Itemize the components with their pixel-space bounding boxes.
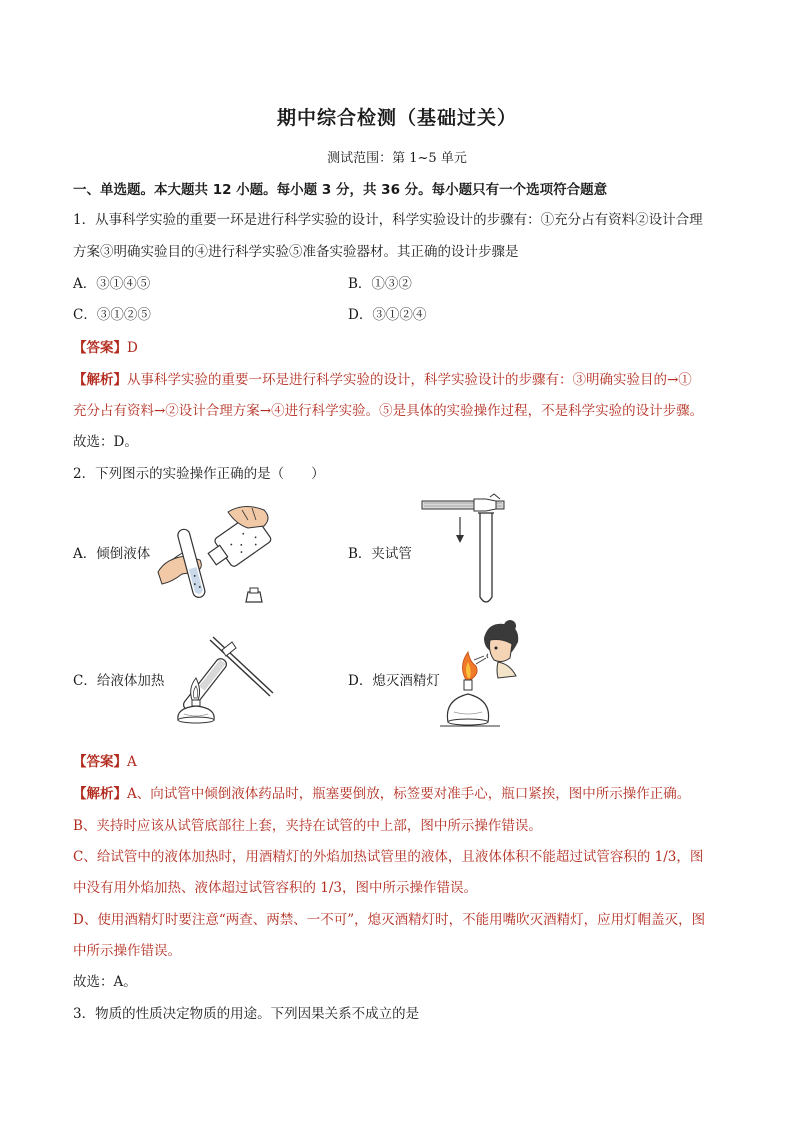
q2-analysis-line6: 中所示操作错误。 [73, 943, 181, 959]
q1-stem-line2: 方案③明确实验目的④进行科学实验⑤准备实验器材。其正确的设计步骤是 [73, 244, 519, 260]
q1-analysis-text1: 从事科学实验的重要一环是进行科学实验的设计，科学实验设计的步骤有：③明确实验目的→① [127, 372, 692, 388]
q2-analysis-line1 [73, 782, 690, 802]
answer-tag: 【答案】 [73, 754, 127, 770]
q2-answer-value: A [127, 754, 137, 770]
test-scope: 测试范围：第 1~5 单元 [327, 151, 467, 166]
q2-option-b: B．夹试管 [348, 546, 412, 562]
q2-analysis-line2: B、夹持时应该从试管底部往上套，夹持在试管的中上部，图中所示操作错误。 [73, 818, 542, 834]
q1-conclusion: 故选：D。 [73, 434, 138, 450]
q2-analysis-line3: C、给试管中的液体加热时，用酒精灯的外焰加热试管里的液体，且液体体积不能超过试管容积的 1/3，图 [73, 849, 704, 865]
extinguish-lamp-illustration [440, 620, 540, 732]
q1-answer-value: D [127, 340, 138, 356]
q1-stem-line1: 1．从事科学实验的重要一环是进行科学实验的设计，科学实验设计的步骤有：①充分占有资料②设计合理 [73, 212, 703, 228]
pouring-liquid-illustration [152, 498, 282, 608]
q2-analysis-line4: 中没有用外焰加热、液体超过试管容积的 1/3，图中所示操作错误。 [73, 880, 478, 896]
test-tube-holder-illustration [420, 497, 510, 609]
answer-tag: 【答案】 [73, 340, 127, 356]
q1-option-a: A．③①④⑤ [73, 276, 151, 292]
q1-option-b: B．①③② [348, 276, 412, 292]
q1-option-d: D．③①②④ [348, 307, 427, 323]
q2-answer [73, 750, 137, 770]
q3-stem: 3．物质的性质决定物质的用途。下列因果关系不成立的是 [73, 1006, 420, 1022]
q2-option-d: D．熄灭酒精灯 [348, 673, 440, 689]
q2-analysis-line5: D、使用酒精灯时要注意“两查、两禁、一不可”，熄灭酒精灯时，不能用嘴吹灭酒精灯，应用灯帽盖灭，图 [73, 912, 706, 928]
q1-option-c: C．③①②⑤ [73, 307, 151, 323]
q2-option-c: C．给液体加热 [73, 673, 165, 689]
section-heading: 一、单选题。本大题共 12 小题。每小题 3 分，共 36 分。每小题只有一个选项符合题意 [73, 182, 608, 198]
q1-analysis-line2: 充分占有资料→②设计合理方案→④进行科学实验。⑤是具体的实验操作过程，不是科学实验的设计步骤。 [73, 403, 704, 419]
q2-stem: 2．下列图示的实验操作正确的是（ ） [73, 466, 325, 482]
heating-liquid-illustration [170, 632, 280, 732]
page-title: 期中综合检测（基础过关） [276, 107, 517, 129]
q1-analysis-line1 [73, 368, 692, 388]
q2-conclusion: 故选：A。 [73, 974, 137, 990]
analysis-tag: 【解析】 [73, 786, 127, 802]
q2-option-a: A．倾倒液体 [73, 546, 151, 562]
q2-analysis-text1: A、向试管中倾倒液体药品时，瓶塞要倒放，标签要对准手心，瓶口紧挨，图中所示操作正确。 [127, 786, 691, 802]
analysis-tag: 【解析】 [73, 372, 127, 388]
q1-answer [73, 336, 138, 356]
